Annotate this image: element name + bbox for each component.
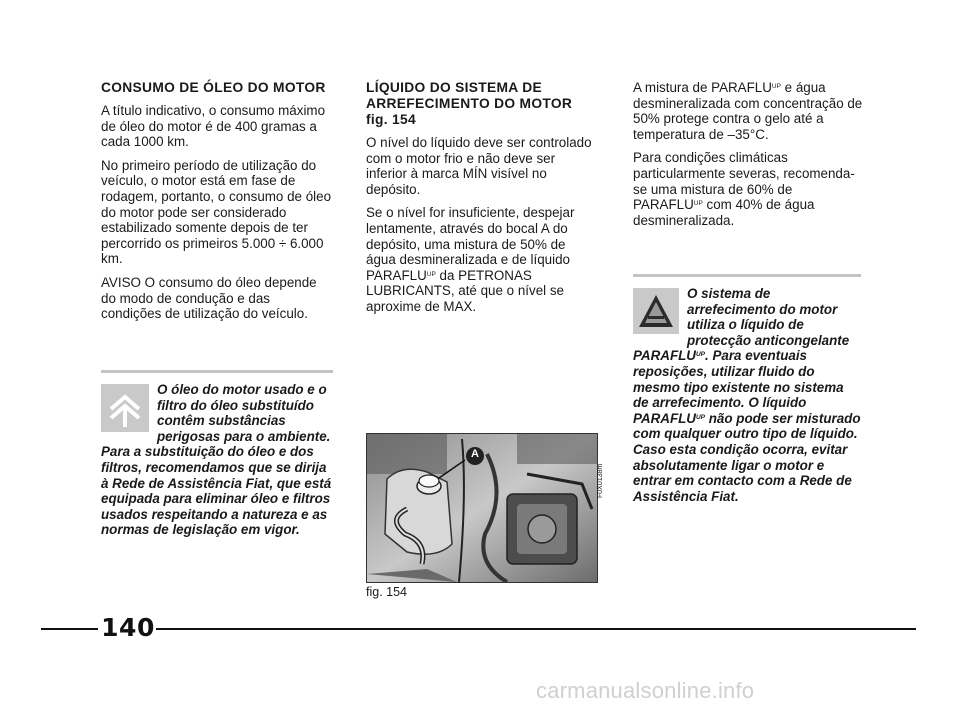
warning-text: O óleo do motor usado e o filtro do óleo substituído contêm substâncias perigosas para o ambiente. Para a substituição do óleo e dos filtros, recomendamos que se dirija à Rede de Assistência Fiat, que está equipada para eliminar óleo e filtros usados respeitando a natureza e as normas de legislação em vigor. — [101, 382, 332, 538]
paragraph: Se o nível for insuficiente, despejar lentamente, através do bocal A do depósito, uma mistura de 50% de água desmineralizada e de líquido $PARAFLU^{UP}$ da PETRONAS LUBRICANTS, até que o nível se aproxime de MAX. — [366, 205, 575, 314]
page-number: 140 — [101, 613, 155, 642]
paragraph: A título indicativo, o consumo máximo de óleo do motor é de 400 gramas a cada 1000 km. — [101, 103, 326, 150]
danger-warning-box — [633, 274, 861, 504]
paragraph: No primeiro período de utilização do veículo, o motor está em fase de rodagem, portanto, o consumo de óleo do motor pode ser considerado estabilizado somente depois de ter percorrido os primeiros 5.000 ÷ 6.000 km. — [101, 157, 332, 267]
paragraph: O nível do líquido deve ser controlado com o motor frio e não deve ser inferior à marca MÍN visível no depósito. — [366, 135, 592, 197]
paragraph: A mistura de $PARAFLU^{UP}$ e água desmineralizada com concentração de 50% protege contra o gelo até a temperatura de –35°C. — [633, 80, 863, 142]
callout-label-a: A — [471, 448, 479, 460]
footer-rule-right — [156, 628, 916, 630]
heading-coolant: LÍQUIDO DO SISTEMA DE ARREFECIMENTO DO MOTOR fig. 154 — [366, 80, 573, 127]
paragraph: Para condições climáticas particularmente severas, recomenda-se uma mistura de 60% de $PARAFLU^{UP}$ com 40% de água desmineralizada. — [633, 150, 855, 228]
engine-coolant-tank-photo — [366, 433, 598, 583]
footer-rule-left — [41, 628, 98, 630]
figure-code: F0X0138m — [597, 463, 604, 498]
column-oil-consumption — [101, 80, 333, 330]
recycle-arrows-icon — [101, 384, 149, 432]
figure-caption: fig. 154 — [366, 585, 408, 599]
warning-triangle-icon — [633, 288, 679, 334]
watermark: carmanualsonline.info — [536, 678, 755, 703]
heading-oil-consumption: CONSUMO DE ÓLEO DO MOTOR — [101, 80, 326, 95]
column-coolant — [366, 80, 598, 323]
column-paraflu — [633, 80, 865, 236]
paragraph: AVISO O consumo do óleo depende do modo de condução e das condições de utilização do veículo. — [101, 274, 317, 322]
warning-text: O sistema de arrefecimento do motor utiliza o líquido de protecção anticongelante $PARAFLU^{UP}$. Para eventuais reposições, utilizar fluido do mesmo tipo existente no sistema de arrefecimento. O líquido $PARAFLU^{UP}$ não pode ser misturado com qualquer outro tipo de líquido. Caso esta condição ocorra, evitar absolutamente ligar o motor e entrar em contacto com a Rede de Assistência Fiat. — [633, 286, 861, 504]
environment-warning-box — [101, 370, 333, 538]
